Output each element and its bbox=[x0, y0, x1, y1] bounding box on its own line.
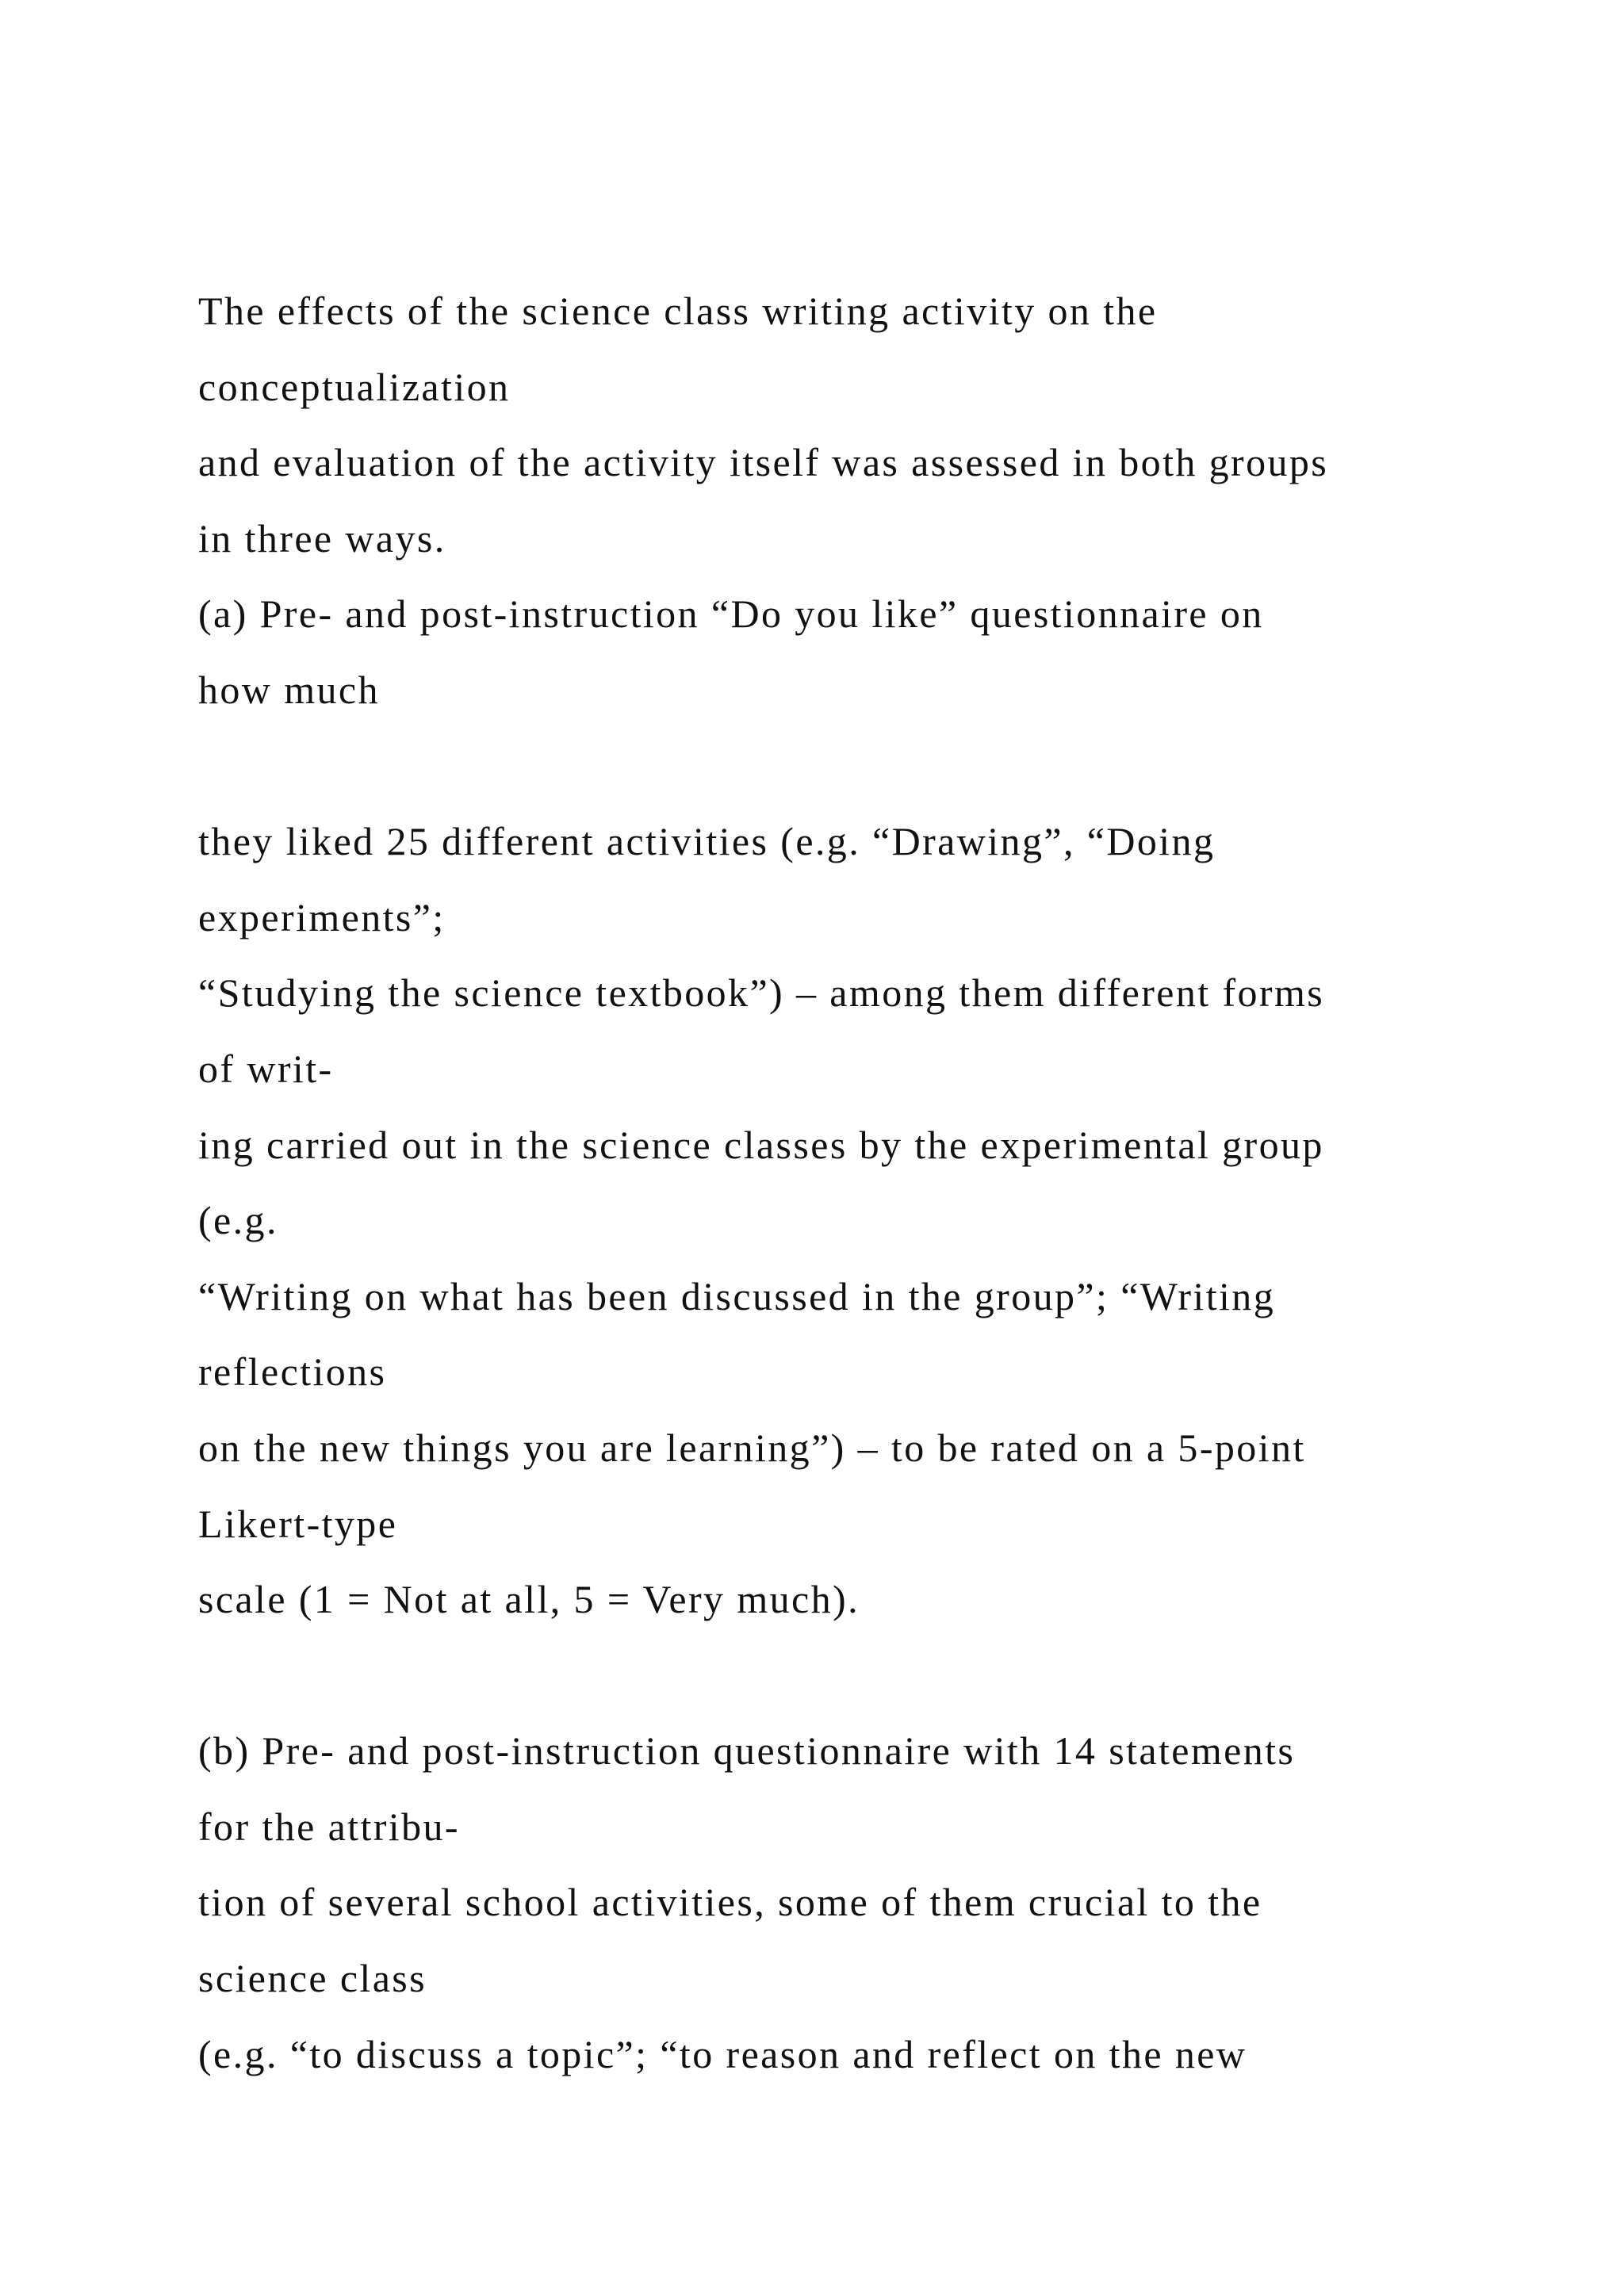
text-line: The effects of the science class writing activity on the bbox=[198, 289, 1158, 333]
blank-line bbox=[198, 729, 1546, 805]
text-line: how much bbox=[198, 667, 380, 712]
text-line: Likert-type bbox=[198, 1501, 398, 1546]
text-line: science class bbox=[198, 1956, 427, 2001]
text-line: of writ- bbox=[198, 1046, 334, 1091]
text-line: experiments”; bbox=[198, 894, 446, 939]
text-line: in three ways. bbox=[198, 515, 446, 561]
text-line: they liked 25 different activities (e.g. “Drawing”, “Doing bbox=[198, 819, 1216, 864]
text-line: for the attribu- bbox=[198, 1804, 460, 1849]
text-line: “Studying the science textbook”) – among them different forms bbox=[198, 970, 1325, 1016]
blank-line bbox=[198, 1638, 1546, 1714]
text-line: conceptualization bbox=[198, 364, 511, 409]
text-line: and evaluation of the activity itself was assessed in both groups bbox=[198, 440, 1329, 485]
text-line: scale (1 = Not at all, 5 = Very much). bbox=[198, 1577, 860, 1622]
text-line: (e.g. bbox=[198, 1198, 278, 1243]
body-text bbox=[198, 274, 1546, 2092]
text-line: tion of several school activities, some of them crucial to the bbox=[198, 1880, 1262, 1925]
text-line: reflections bbox=[198, 1349, 387, 1395]
text-line: “Writing on what has been discussed in the group”; “Writing bbox=[198, 1273, 1276, 1318]
text-line: (a) Pre- and post-instruction “Do you like” questionnaire on bbox=[198, 591, 1264, 637]
text-line: (b) Pre- and post-instruction questionnaire with 14 statements bbox=[198, 1728, 1296, 1774]
text-line: on the new things you are learning”) – to be rated on a 5-point bbox=[198, 1425, 1306, 1470]
text-line: ing carried out in the science classes by the experimental group bbox=[198, 1122, 1324, 1167]
text-line: (e.g. “to discuss a topic”; “to reason and reflect on the new bbox=[198, 2031, 1247, 2076]
